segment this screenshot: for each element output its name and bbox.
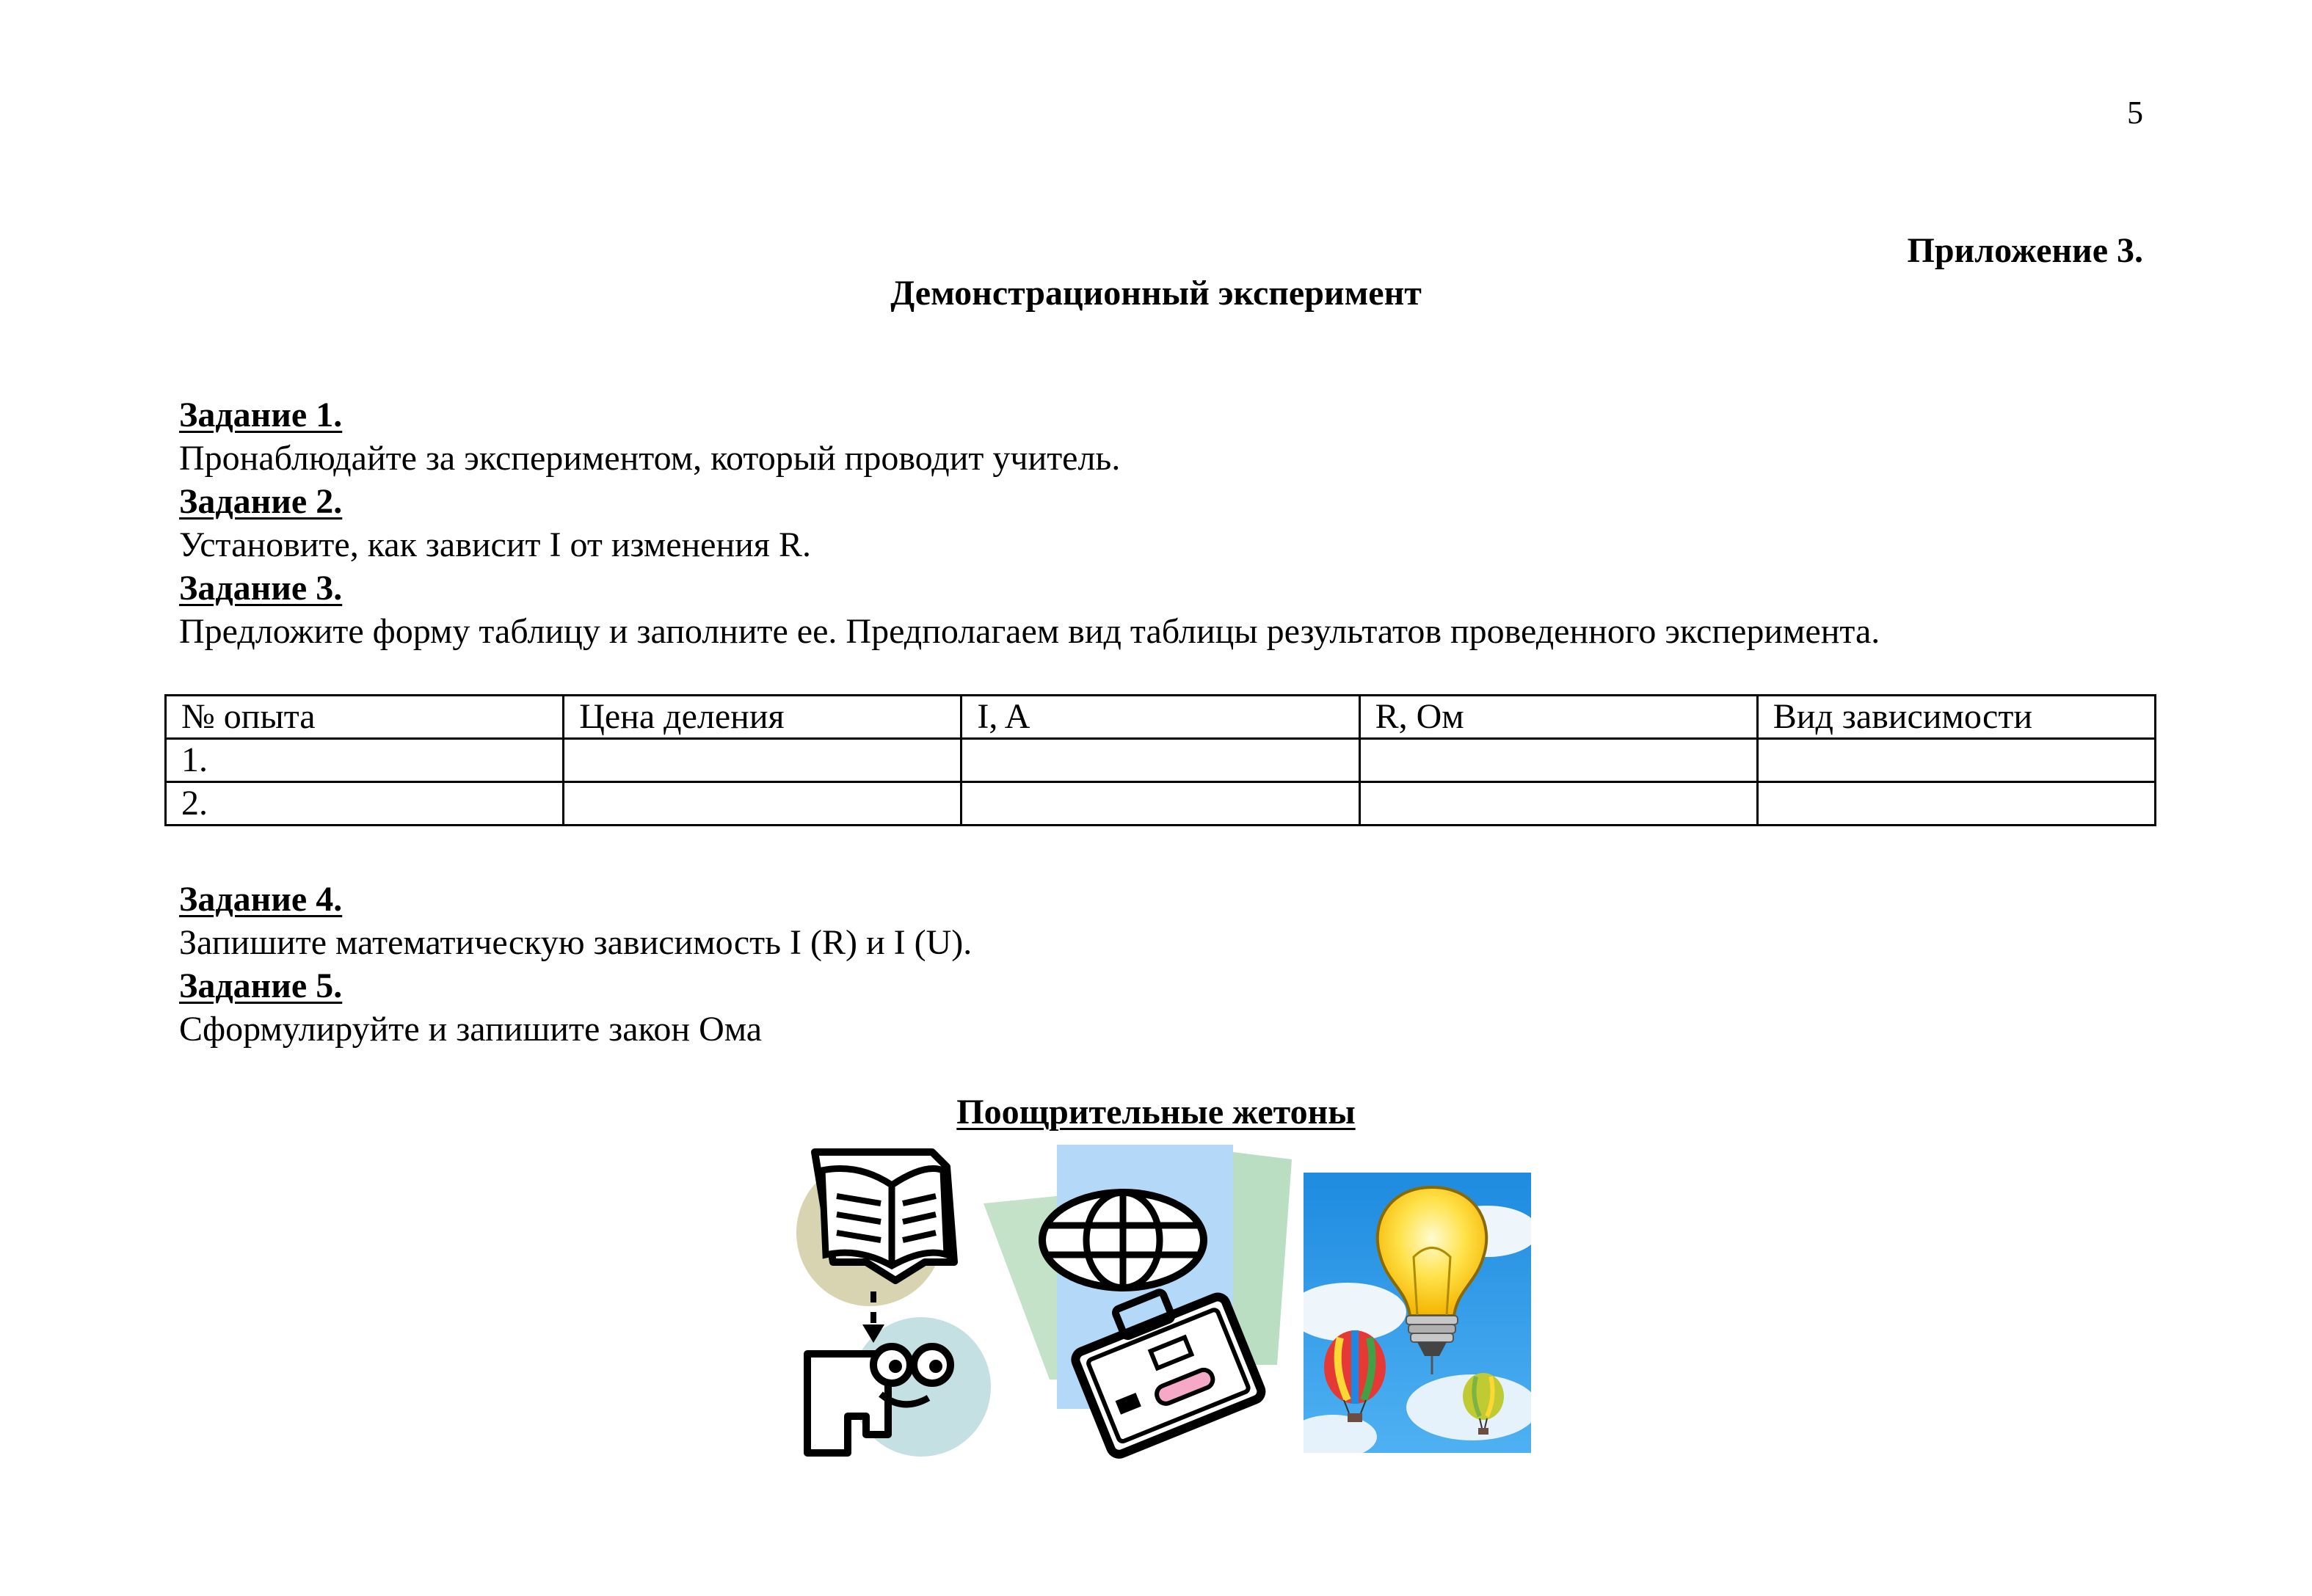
tokens-title: Поощрительные жетоны bbox=[956, 1093, 1356, 1132]
appendix-label: Приложение 3. bbox=[1907, 231, 2143, 270]
table-header-cell: R, Ом bbox=[1359, 696, 1757, 739]
table-cell: 2. bbox=[166, 782, 564, 826]
table-header-row bbox=[166, 696, 2156, 739]
task-2-text: Установите, как зависит I от изменения R. bbox=[179, 525, 811, 564]
table-header-cell: № опыта bbox=[166, 696, 564, 739]
table-cell bbox=[961, 782, 1359, 826]
table-cell bbox=[564, 739, 961, 782]
task-5-text: Сформулируйте и запишите закон Ома bbox=[179, 1010, 763, 1049]
task-5-heading: Задание 5. bbox=[179, 966, 343, 1005]
page-number: 5 bbox=[2127, 95, 2143, 131]
table-header-cell: Вид зависимости bbox=[1757, 696, 2155, 739]
table-row bbox=[166, 782, 2156, 826]
table-cell bbox=[1757, 739, 2155, 782]
task-1-text: Пронаблюдайте за экспериментом, который проводит учитель. bbox=[179, 439, 1121, 478]
book-reader-icon bbox=[793, 1145, 991, 1460]
table-cell bbox=[1757, 782, 2155, 826]
table-cell bbox=[1359, 739, 1757, 782]
table-header-cell: I, A bbox=[961, 696, 1359, 739]
table-cell: 1. bbox=[166, 739, 564, 782]
task-4-text: Запишите математическую зависимость I (R) и I (U). bbox=[179, 923, 973, 962]
globe-suitcase-icon bbox=[984, 1145, 1306, 1460]
task-1-heading: Задание 1. bbox=[179, 396, 343, 434]
task-4-heading: Задание 4. bbox=[179, 880, 343, 919]
results-table bbox=[164, 694, 2156, 826]
table-row bbox=[166, 739, 2156, 782]
tasks-block-1 bbox=[179, 393, 1880, 653]
tasks-block-2 bbox=[179, 878, 972, 1051]
task-3-text: Предложите форму таблицу и заполните ее. Предполагаем вид таблицы результатов проведенного эксперимента. bbox=[179, 612, 1880, 651]
task-3-heading: Задание 3. bbox=[179, 569, 343, 608]
table-cell bbox=[1359, 782, 1757, 826]
table-header-cell: Цена деления bbox=[564, 696, 961, 739]
table-cell bbox=[961, 739, 1359, 782]
task-2-heading: Задание 2. bbox=[179, 482, 343, 521]
table-cell bbox=[564, 782, 961, 826]
lightbulb-balloons-icon bbox=[1304, 1173, 1531, 1453]
page-title: Демонстрационный эксперимент bbox=[890, 274, 1422, 313]
